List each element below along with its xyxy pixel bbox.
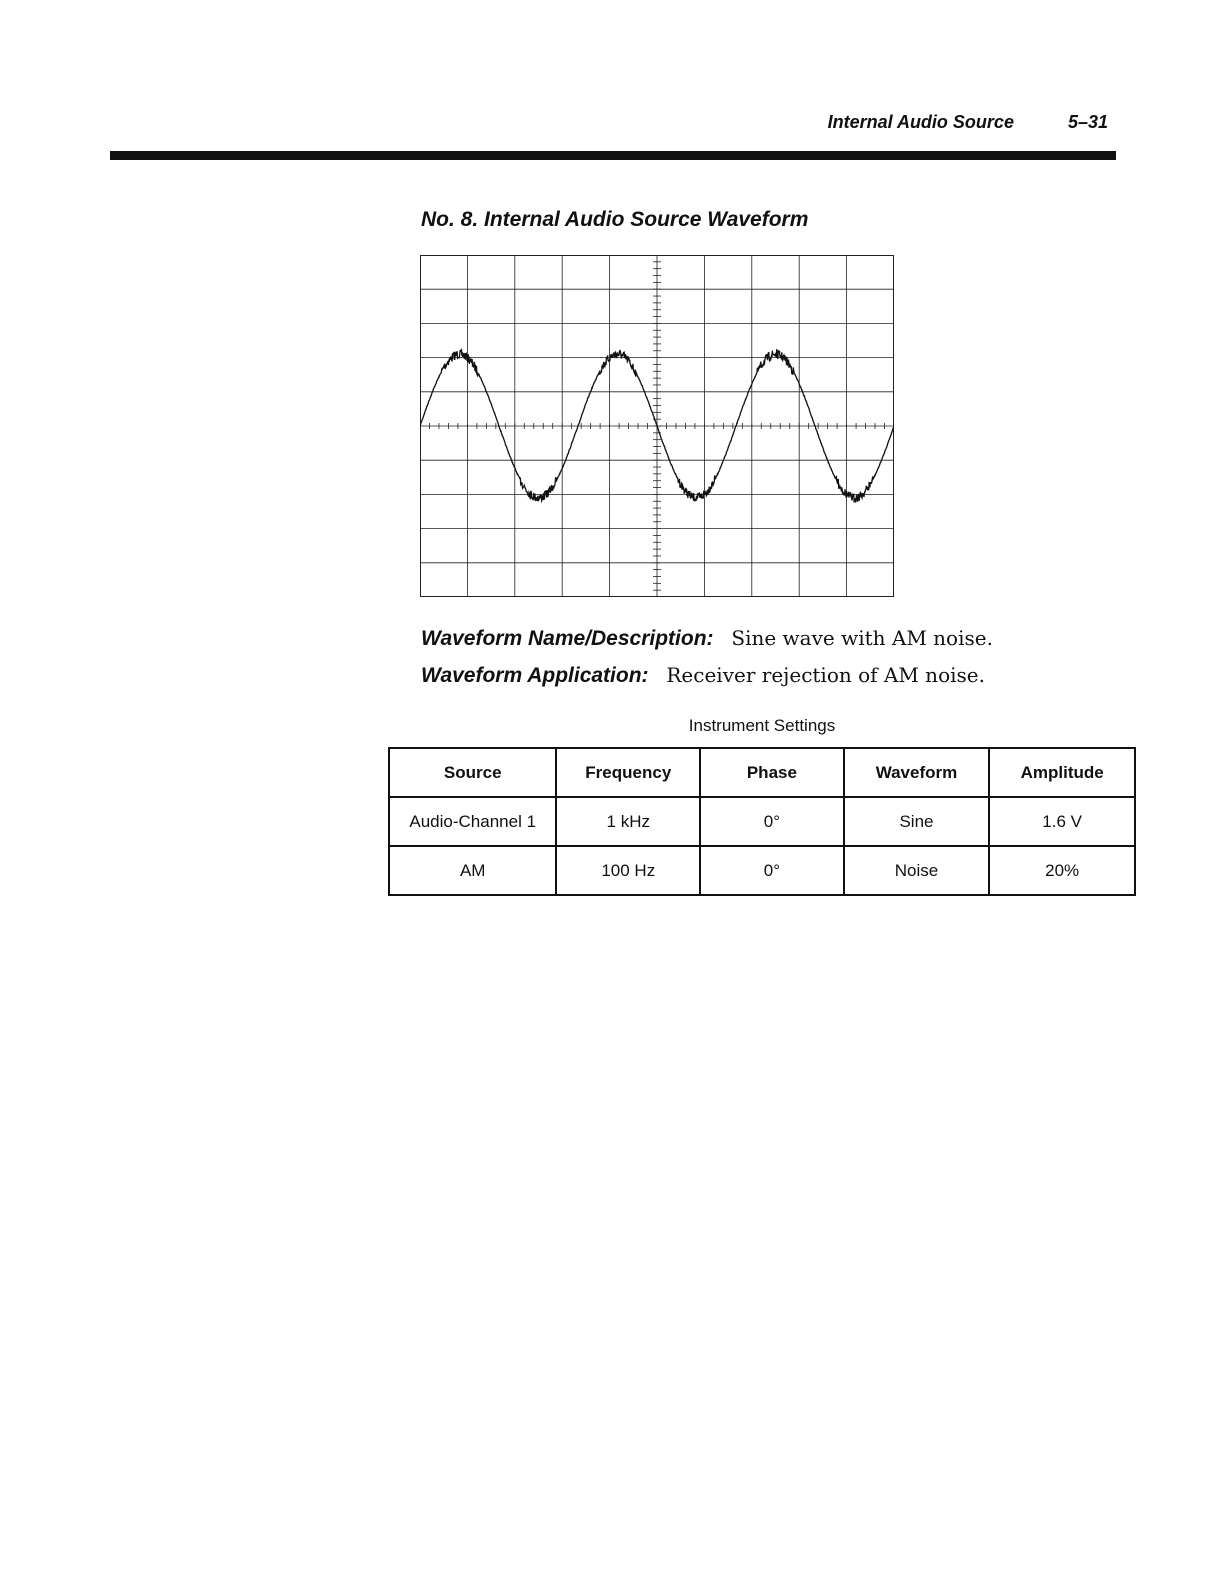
table-cell: 0° <box>700 797 844 846</box>
waveform-name-label: Waveform Name/Description: <box>421 627 714 650</box>
section-title: Internal Audio Source <box>827 112 1014 132</box>
table-row <box>389 797 1135 846</box>
page-number: 5–31 <box>1067 112 1108 132</box>
figure-title: No. 8. Internal Audio Source Waveform <box>421 208 809 231</box>
instrument-settings-table <box>388 747 1136 896</box>
running-head <box>828 112 1108 133</box>
table-cell: 1 kHz <box>556 797 700 846</box>
waveform-plot <box>420 255 894 597</box>
table-cell: 0° <box>700 846 844 895</box>
table-cell: AM <box>389 846 556 895</box>
table-caption: Instrument Settings <box>688 716 836 735</box>
table-cell: 20% <box>989 846 1135 895</box>
column-header: Source <box>389 748 556 797</box>
oscilloscope-graticule <box>420 255 894 597</box>
waveform-name-value: Sine wave with AM noise. <box>731 626 993 650</box>
table-cell: Sine <box>844 797 990 846</box>
table-cell: Noise <box>844 846 990 895</box>
column-header: Phase <box>700 748 844 797</box>
table-header-row <box>389 748 1135 797</box>
table-row <box>389 846 1135 895</box>
column-header: Amplitude <box>989 748 1135 797</box>
waveform-name-line <box>421 626 993 651</box>
column-header: Frequency <box>556 748 700 797</box>
waveform-application-label: Waveform Application: <box>421 664 649 687</box>
table-cell: 100 Hz <box>556 846 700 895</box>
header-rule <box>110 151 1116 160</box>
table-cell: 1.6 V <box>989 797 1135 846</box>
column-header: Waveform <box>844 748 990 797</box>
waveform-application-line <box>421 663 985 688</box>
waveform-application-value: Receiver rejection of AM noise. <box>666 663 985 687</box>
table-cell: Audio-Channel 1 <box>389 797 556 846</box>
